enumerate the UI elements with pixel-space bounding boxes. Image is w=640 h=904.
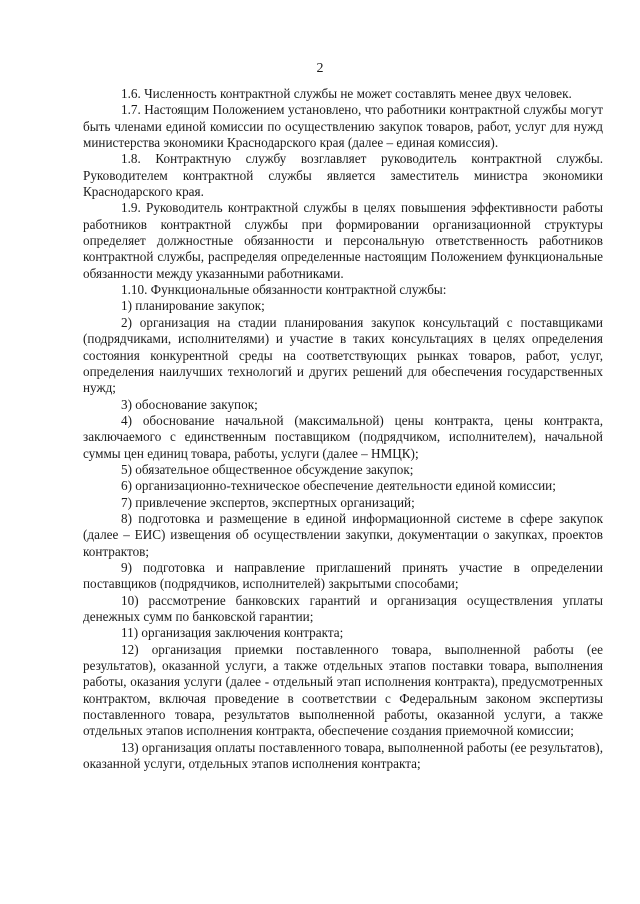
list-item-4: 4) обоснование начальной (максимальной) цены контракта, цены контракта, заключаемого с единственным поставщиком (подрядчиком, исполнителем), начальной суммы цен единиц товара, работы, услуги (далее – НМЦК); (83, 412, 603, 461)
list-item-13: 13) организация оплаты поставленного товара, выполненной работы (ее результатов), оказанной услуги, отдельных этапов исполнения контракта; (83, 739, 603, 772)
list-item-12: 12) организация приемки поставленного товара, выполненной работы (ее результатов), оказанной услуги, а также отдельных этапов поставки товара, выполнения работы, оказания услуги (далее - отдельный этап исполнения контракта), предусмотренных контрактом, включая проведение в соответствии с Федеральным законом экспертизы поставленного товара, результатов выполненной работы, оказанной услуги, а также отдельных этапов исполнения контракта, обеспечение создания приемочной комиссии; (83, 641, 603, 739)
paragraph-1-10: 1.10. Функциональные обязанности контрактной службы: (121, 282, 447, 298)
list-item-11: 11) организация заключения контракта; (121, 625, 344, 641)
list-item-6: 6) организационно-техническое обеспечение деятельности единой комиссии; (121, 478, 556, 494)
list-item-2: 2) организация на стадии планирования закупок консультаций с поставщиками (подрядчиками, исполнителями) и участие в таких консультациях в целях определения состояния конкурентной среды на соответствующих рынках товаров, работ, услуг, определения наилучших технологий и других решений для обеспечения государственных нужд; (83, 314, 603, 396)
paragraph-1-6: 1.6. Численность контрактной службы не может составлять менее двух человек. (121, 86, 572, 101)
list-item-7: 7) привлечение экспертов, экспертных организаций; (121, 494, 415, 510)
paragraph-1-8: 1.8. Контрактную службу возглавляет руководитель контрактной службы. Руководителем контрактной службы является заместитель министра экономики Краснодарского края. (83, 151, 603, 200)
document-body (83, 86, 603, 772)
list-item-9: 9) подготовка и направление приглашений принять участие в определении поставщиков (подрядчиков, исполнителей) закрытыми способами; (83, 559, 603, 592)
list-item-10: 10) рассмотрение банковских гарантий и организация осуществления уплаты денежных сумм по банковской гарантии; (83, 592, 603, 624)
paragraph-1-9: 1.9. Руководитель контрактной службы в целях повышения эффективности работы работников контрактной службы при формировании организационной структуры определяет должностные обязанности и персональную ответственность работников контрактной службы, распределяя определенные настоящим Положением функциональные обязанности между указанными работниками. (83, 200, 603, 281)
page-number: 2 (316, 61, 324, 76)
paragraph-1-7: 1.7. Настоящим Положением установлено, что работники контрактной службы могут быть членами единой комиссии по осуществлению закупок товаров, работ, услуг для нужд министерства экономики Краснодарского края (далее – единая комиссия). (83, 102, 603, 151)
list-item-3: 3) обоснование закупок; (121, 396, 258, 412)
list-item-1: 1) планирование закупок; (121, 298, 265, 314)
list-item-5: 5) обязательное общественное обсуждение закупок; (121, 461, 414, 477)
list-item-8: 8) подготовка и размещение в единой информационной системе в сфере закупок (далее – ЕИС) извещения об осуществлении закупки, документации о закупках, проектов контрактов; (83, 510, 603, 559)
